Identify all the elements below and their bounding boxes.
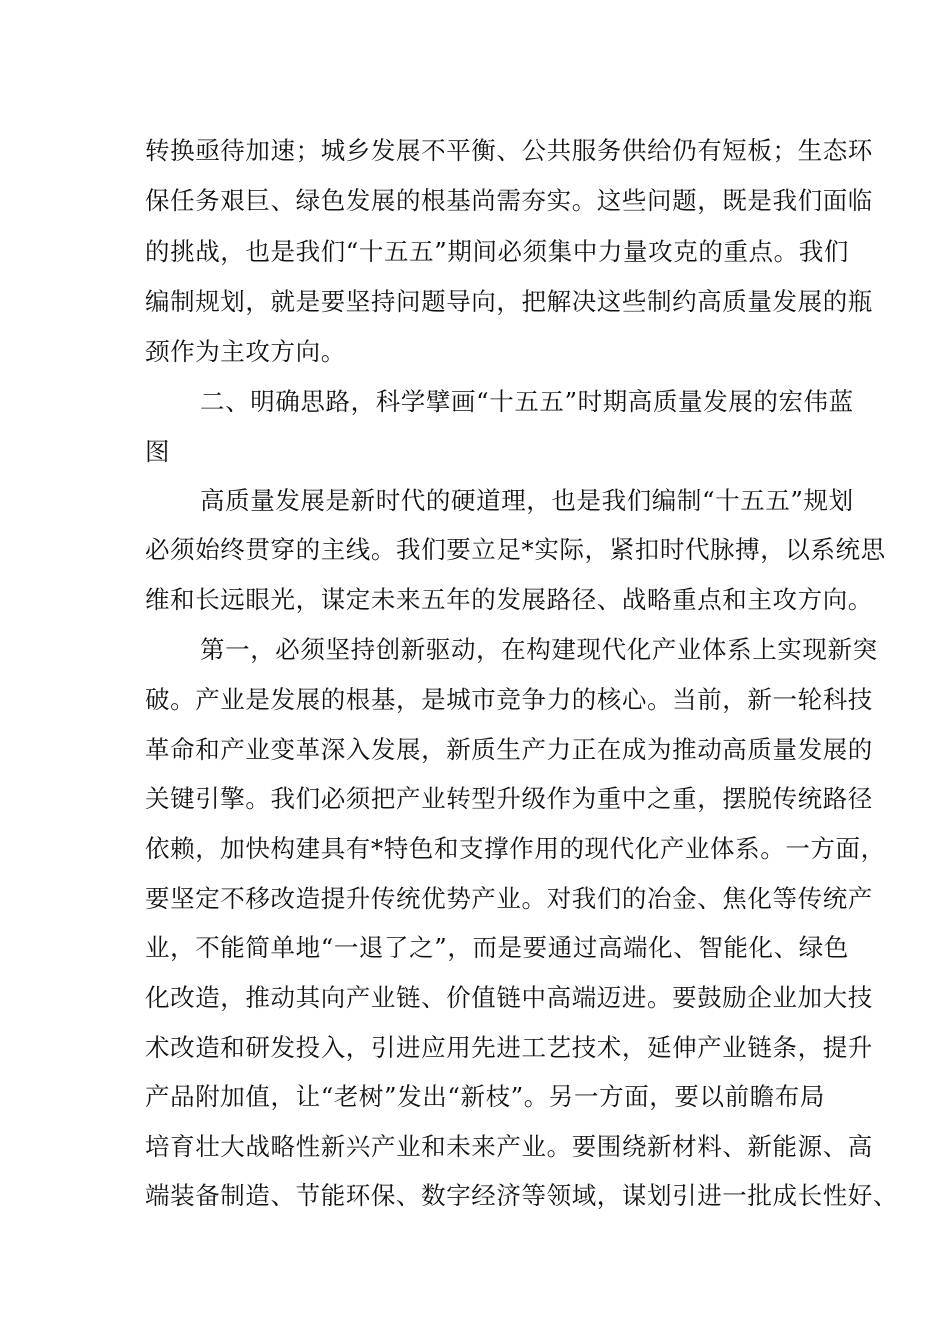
- text-line: 依赖，加快构建具有*特色和支撑作用的现代化产业体系。一方面，: [145, 834, 886, 863]
- text-line: 术改造和研发投入，引进应用先进工艺技术，延伸产业链条，提升: [145, 1033, 873, 1062]
- text-line: 关键引擎。我们必须把产业转型升级作为重中之重，摆脱传统路径: [145, 784, 873, 813]
- text-line: 端装备制造、节能环保、数字经济等领域，谋划引进一批成长性好、: [145, 1181, 898, 1210]
- text-line: 业，不能简单地“一退了之”，而是要通过高端化、智能化、绿色: [145, 933, 849, 962]
- text-line: 破。产业是发展的根基，是城市竞争力的核心。当前，新一轮科技: [145, 685, 873, 714]
- text-line: 培育壮大战略性新兴产业和未来产业。要围绕新材料、新能源、高: [145, 1132, 873, 1161]
- text-line: 化改造，推动其向产业链、价值链中高端迈进。要鼓励企业加大技: [145, 983, 873, 1012]
- text-line: 要坚定不移改造提升传统优势产业。对我们的冶金、焦化等传统产: [145, 884, 873, 913]
- text-line: 必须始终贯穿的主线。我们要立足*实际，紧扣时代脉搏，以系统思: [145, 535, 886, 564]
- text-line: 革命和产业变革深入发展，新质生产力正在成为推动高质量发展的: [145, 735, 873, 764]
- section-heading: 二、明确思路，科学擘画“十五五”时期高质量发展的宏伟蓝: [200, 387, 854, 416]
- text-line: 产品附加值，让“老树”发出“新枝”。另一方面，要以前瞻布局: [145, 1082, 825, 1111]
- section-heading-continued: 图: [145, 437, 171, 466]
- text-line: 维和长远眼光，谋定未来五年的发展路径、战略重点和主攻方向。: [145, 585, 873, 614]
- text-line: 保任务艰巨、绿色发展的根基尚需夯实。这些问题，既是我们面临: [145, 186, 873, 215]
- text-line: 颈作为主攻方向。: [145, 337, 346, 366]
- text-line: 的挑战，也是我们“十五五”期间必须集中力量攻克的重点。我们: [145, 237, 849, 266]
- text-line: 高质量发展是新时代的硬道理，也是我们编制“十五五”规划: [200, 486, 854, 515]
- text-line: 第一，必须坚持创新驱动，在构建现代化产业体系上实现新突: [200, 635, 878, 664]
- text-line: 转换亟待加速；城乡发展不平衡、公共服务供给仍有短板；生态环: [145, 136, 873, 165]
- text-line: 编制规划，就是要坚持问题导向，把解决这些制约高质量发展的瓶: [145, 287, 873, 316]
